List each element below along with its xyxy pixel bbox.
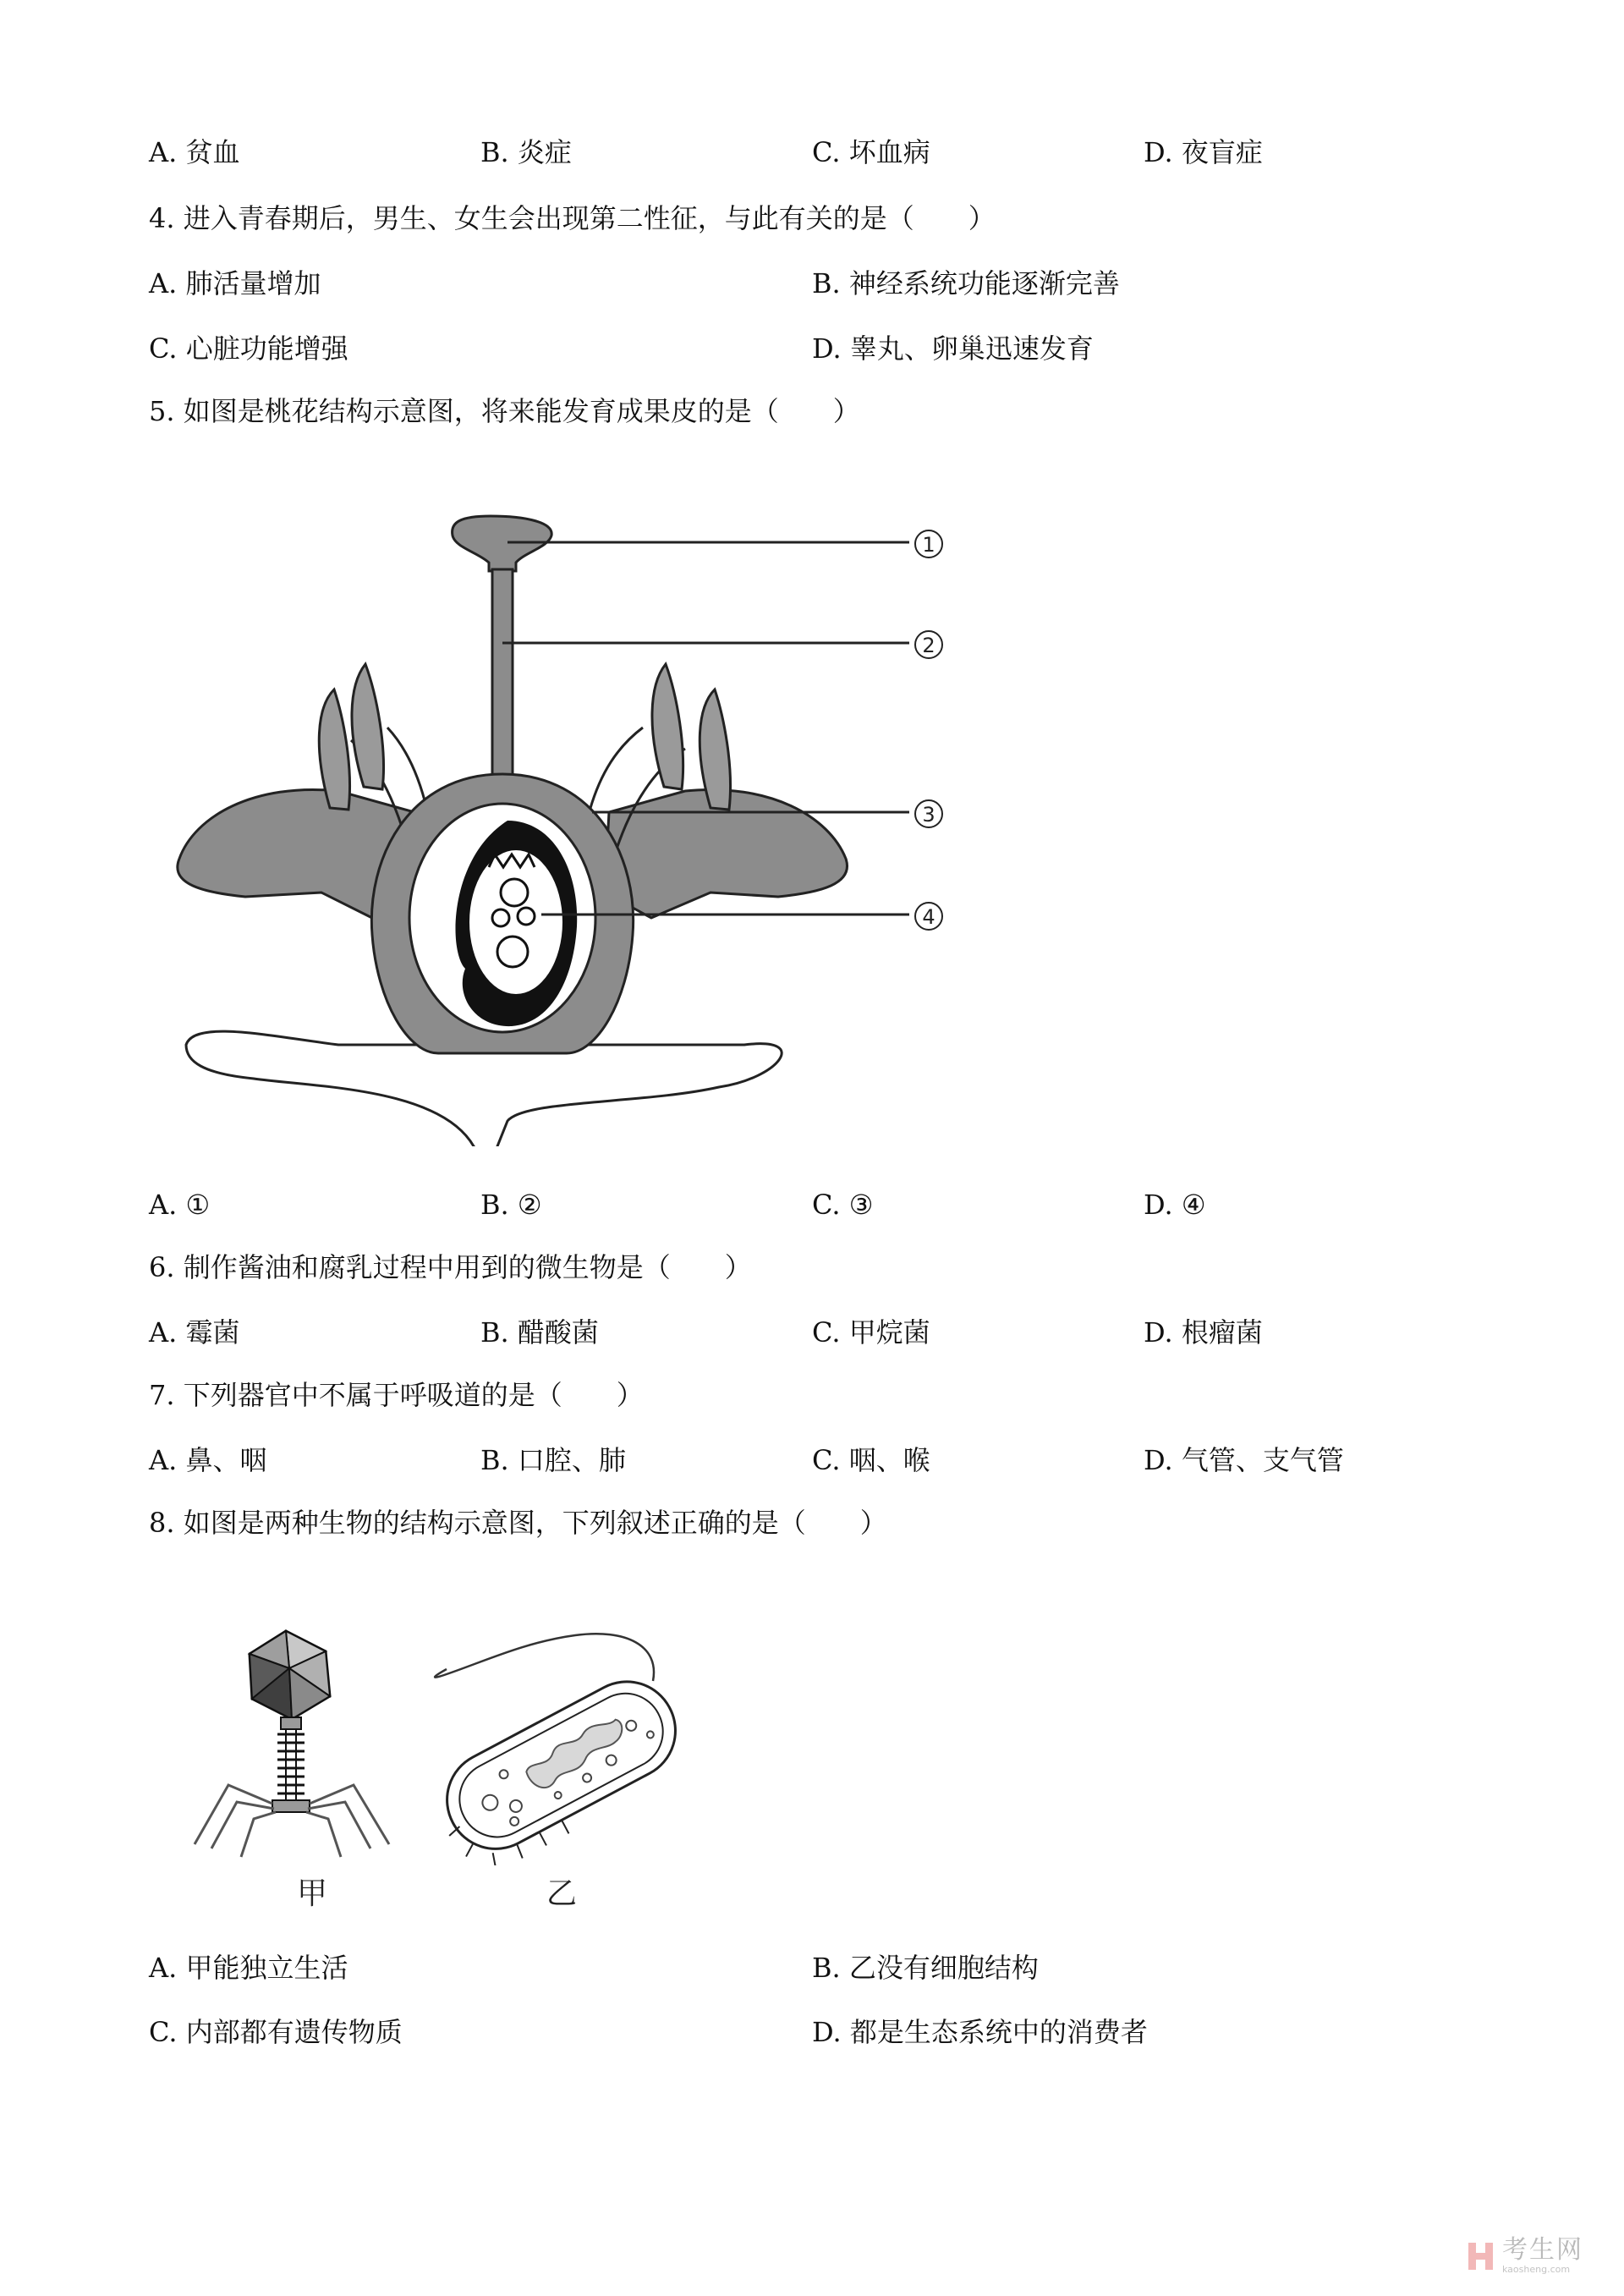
q7-option-d: D. 气管、支气管 <box>1144 1444 1344 1476</box>
q6-option-c: C. 甲烷菌 <box>812 1316 930 1348</box>
q5-option-a: A. ① <box>149 1189 211 1221</box>
q8-option-c: C. 内部都有遗传物质 <box>149 2016 403 2048</box>
q3-option-a: A. 贫血 <box>149 136 240 168</box>
q7-option-a: A. 鼻、咽 <box>149 1444 267 1476</box>
q5-option-c: C. ③ <box>812 1189 874 1221</box>
q8-option-a: A. 甲能独立生活 <box>149 1952 348 1984</box>
q7-option-c: C. 咽、喉 <box>812 1444 930 1476</box>
q4-option-c: C. 心脏功能增强 <box>149 332 348 365</box>
label-jia: 甲 <box>297 1876 328 1911</box>
bacteriophage-figure <box>178 1616 406 1870</box>
svg-text:1: 1 <box>922 533 935 557</box>
kaosheng-logo-icon <box>1467 2239 1495 2273</box>
q8-option-d: D. 都是生态系统中的消费者 <box>812 2016 1148 2048</box>
q3-option-d: D. 夜盲症 <box>1144 136 1263 168</box>
q4-option-d: D. 睾丸、卵巢迅速发育 <box>812 332 1094 365</box>
bacterium-figure <box>406 1612 694 1865</box>
watermark-title: 考生网 <box>1502 2235 1583 2265</box>
q4-stem: 4. 进入青春期后，男生、女生会出现第二性征，与此有关的是（ ） <box>149 202 996 234</box>
svg-text:3: 3 <box>922 803 935 827</box>
watermark-subtitle: kaosheng.com <box>1502 2264 1571 2275</box>
svg-text:2: 2 <box>922 634 935 657</box>
q5-option-d: D. ④ <box>1144 1189 1206 1221</box>
q6-option-d: D. 根瘤菌 <box>1144 1316 1263 1348</box>
kaosheng-watermark <box>1467 2235 1583 2275</box>
q8-option-b: B. 乙没有细胞结构 <box>812 1952 1039 1984</box>
q6-stem: 6. 制作酱油和腐乳过程中用到的微生物是（ ） <box>149 1251 752 1283</box>
q6-option-b: B. 醋酸菌 <box>480 1316 599 1348</box>
label-yi: 乙 <box>546 1876 578 1911</box>
q4-option-a: A. 肺活量增加 <box>149 267 321 299</box>
q7-stem: 7. 下列器官中不属于呼吸道的是（ ） <box>149 1379 644 1411</box>
peach-flower-diagram <box>169 495 981 1146</box>
q8-stem: 8. 如图是两种生物的结构示意图，下列叙述正确的是（ ） <box>149 1507 887 1539</box>
q5-option-b: B. ② <box>480 1189 542 1221</box>
q3-option-b: B. 炎症 <box>480 136 572 168</box>
q7-option-b: B. 口腔、肺 <box>480 1444 626 1476</box>
q5-stem: 5. 如图是桃花结构示意图，将来能发育成果皮的是（ ） <box>149 395 860 427</box>
q3-option-c: C. 坏血病 <box>812 136 930 168</box>
q6-option-a: A. 霉菌 <box>149 1316 240 1348</box>
q4-option-b: B. 神经系统功能逐渐完善 <box>812 267 1120 299</box>
svg-text:4: 4 <box>922 905 935 929</box>
